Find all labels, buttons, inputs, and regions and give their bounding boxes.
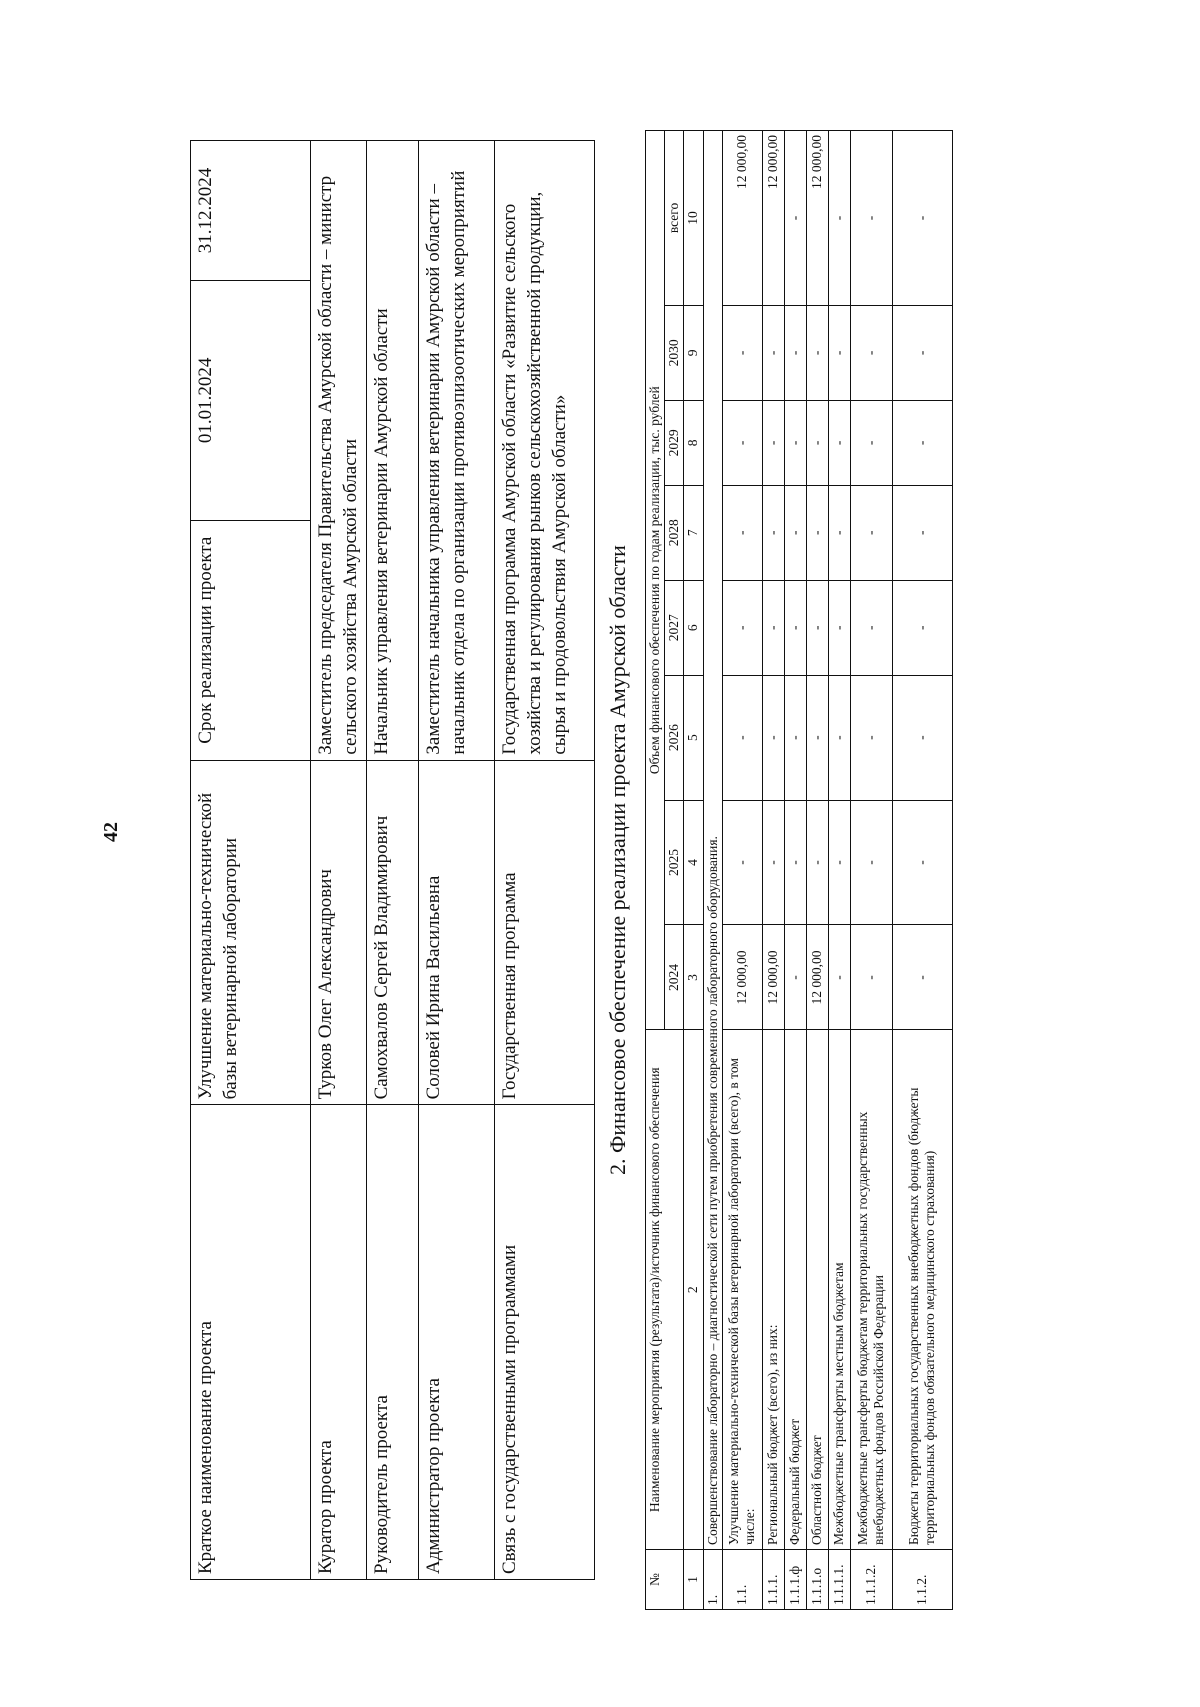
year-value: -: [850, 675, 892, 800]
year-value: -: [828, 305, 850, 400]
year-value: -: [784, 305, 806, 400]
program-type: Государственная программа: [495, 760, 595, 1105]
column-number: 4: [684, 800, 703, 925]
column-number: 6: [684, 580, 703, 675]
term-start-date: 01.01.2024: [191, 280, 311, 520]
row-total: 12 000,00: [722, 131, 762, 306]
column-number: 7: [684, 485, 703, 580]
year-value: -: [762, 675, 784, 800]
year-value: -: [850, 580, 892, 675]
passport-label: Куратор проекта: [311, 1105, 367, 1580]
row-total: -: [784, 131, 806, 306]
year-value: -: [722, 485, 762, 580]
year-value: -: [850, 485, 892, 580]
header-total: всего: [665, 131, 684, 306]
row-number: 1.1.2.: [892, 1550, 952, 1610]
year-value: 12 000,00: [806, 925, 828, 1030]
passport-row-head: [367, 141, 419, 1580]
passport-row-admin: [419, 141, 495, 1580]
row-name: Федеральный бюджет: [784, 1030, 806, 1550]
row-number: 1.1.1.о: [806, 1550, 828, 1610]
year-value: -: [784, 800, 806, 925]
year-value: -: [722, 675, 762, 800]
year-value: -: [722, 800, 762, 925]
year-value: -: [828, 925, 850, 1030]
curator-position: Заместитель председателя Правительства Амурской области – министр сельского хозяйства Амурской области: [311, 141, 367, 761]
table-row: [892, 131, 952, 1610]
table-row: [784, 131, 806, 1610]
year-value: -: [762, 400, 784, 485]
year-value: -: [806, 485, 828, 580]
header-volume: Объем финансового обеспечения по годам реализации, тыс. рублей: [646, 131, 665, 1030]
year-value: -: [892, 305, 952, 400]
passport-label: Администратор проекта: [419, 1105, 495, 1580]
year-value: -: [892, 925, 952, 1030]
rotated-page-content: [100, 130, 940, 1620]
year-value: -: [784, 675, 806, 800]
admin-name: Соловей Ирина Васильевна: [419, 760, 495, 1105]
row-total: -: [828, 131, 850, 306]
year-value: -: [762, 580, 784, 675]
header-year: 2030: [665, 305, 684, 400]
year-value: -: [806, 580, 828, 675]
row-name: Улучшение материально-технической базы ветеринарной лаборатории (всего), в том числе:: [722, 1030, 762, 1550]
passport-label: Руководитель проекта: [367, 1105, 419, 1580]
header-year: 2028: [665, 485, 684, 580]
table-row: [806, 131, 828, 1610]
project-short-name: Улучшение материально-технической базы ветеринарной лаборатории: [191, 760, 311, 1105]
year-value: -: [806, 800, 828, 925]
header-row-1: [646, 131, 665, 1610]
row-name: Бюджеты территориальных государственных внебюджетных фондов (бюджеты территориальных фондов обязательного медицинского страхования): [892, 1030, 952, 1550]
year-value: -: [762, 800, 784, 925]
page-number: 42: [100, 822, 122, 842]
year-value: -: [828, 400, 850, 485]
year-value: -: [850, 305, 892, 400]
column-number: 2: [684, 1030, 703, 1550]
column-numbers-row: [684, 131, 703, 1610]
column-number: 9: [684, 305, 703, 400]
year-value: -: [850, 925, 892, 1030]
head-position: Начальник управления ветеринарии Амурской области: [367, 141, 419, 761]
header-name: Наименование мероприятия (результата)/источник финансового обеспечения: [646, 1030, 684, 1550]
year-value: -: [828, 485, 850, 580]
header-year: 2027: [665, 580, 684, 675]
task-row: [703, 131, 722, 1610]
curator-name: Турков Олег Александрович: [311, 760, 367, 1105]
header-year: 2025: [665, 800, 684, 925]
year-value: -: [892, 580, 952, 675]
year-value: -: [722, 305, 762, 400]
passport-label: Связь с государственными программами: [495, 1105, 595, 1580]
head-name: Самохвалов Сергей Владимирович: [367, 760, 419, 1105]
passport-label: Краткое наименование проекта: [191, 1105, 311, 1580]
header-num: №: [646, 1550, 684, 1610]
row-name: Межбюджетные трансферты бюджетам территориальных государственных внебюджетных фондов Российской Федерации: [850, 1030, 892, 1550]
passport-row-short-name: [191, 141, 311, 1580]
column-number: 5: [684, 675, 703, 800]
row-number: 1.1.1.ф: [784, 1550, 806, 1610]
year-value: 12 000,00: [722, 925, 762, 1030]
financing-table: [645, 130, 953, 1610]
year-value: -: [828, 675, 850, 800]
year-value: -: [784, 485, 806, 580]
row-number: 1.1.1.1.: [828, 1550, 850, 1610]
column-number: 10: [684, 131, 703, 306]
task-number: 1.: [703, 1550, 722, 1610]
year-value: -: [784, 400, 806, 485]
row-number: 1.1.1.: [762, 1550, 784, 1610]
column-number: 8: [684, 400, 703, 485]
term-label: Срок реализации проекта: [191, 520, 311, 760]
task-text: Совершенствование лабораторно – диагностической сети путем приобретения современного лабораторного оборудования.: [703, 131, 722, 1550]
row-total: 12 000,00: [806, 131, 828, 306]
table-row: [722, 131, 762, 1610]
year-value: -: [828, 800, 850, 925]
row-number: 1.1.: [722, 1550, 762, 1610]
row-total: -: [850, 131, 892, 306]
year-value: -: [892, 400, 952, 485]
term-end-date: 31.12.2024: [191, 141, 311, 281]
year-value: -: [806, 675, 828, 800]
year-value: -: [722, 580, 762, 675]
header-year: 2026: [665, 675, 684, 800]
table-row: [828, 131, 850, 1610]
row-name: Региональный бюджет (всего), из них:: [762, 1030, 784, 1550]
table-row: [762, 131, 784, 1610]
column-number: 1: [684, 1550, 703, 1610]
year-value: -: [850, 800, 892, 925]
passport-row-programs: [495, 141, 595, 1580]
year-value: -: [722, 400, 762, 485]
year-value: -: [892, 675, 952, 800]
table-row: [850, 131, 892, 1610]
year-value: -: [762, 485, 784, 580]
row-total: 12 000,00: [762, 131, 784, 306]
row-name: Областной бюджет: [806, 1030, 828, 1550]
passport-row-curator: [311, 141, 367, 1580]
year-value: -: [892, 800, 952, 925]
year-value: -: [762, 305, 784, 400]
section-title: 2. Финансовое обеспечение реализации проекта Амурской области: [605, 545, 630, 1175]
header-year: 2029: [665, 400, 684, 485]
year-value: -: [806, 305, 828, 400]
header-year: 2024: [665, 925, 684, 1030]
row-name: Межбюджетные трансферты местным бюджетам: [828, 1030, 850, 1550]
admin-position: Заместитель начальника управления ветеринарии Амурской области – начальник отдела по организации противоэпизоотических мероприятий: [419, 141, 495, 761]
project-passport-table: [190, 140, 595, 1580]
year-value: -: [784, 580, 806, 675]
column-number: 3: [684, 925, 703, 1030]
row-total: -: [892, 131, 952, 306]
year-value: -: [850, 400, 892, 485]
year-value: 12 000,00: [762, 925, 784, 1030]
financing-rows: [722, 131, 952, 1610]
row-number: 1.1.1.2.: [850, 1550, 892, 1610]
year-value: -: [892, 485, 952, 580]
year-value: -: [828, 580, 850, 675]
year-value: -: [806, 400, 828, 485]
year-value: -: [784, 925, 806, 1030]
program-name: Государственная программа Амурской области «Развитие сельского хозяйства и регулирования рынков сельскохозяйственной продукции, сырья и продовольствия Амурской области»: [495, 141, 595, 761]
